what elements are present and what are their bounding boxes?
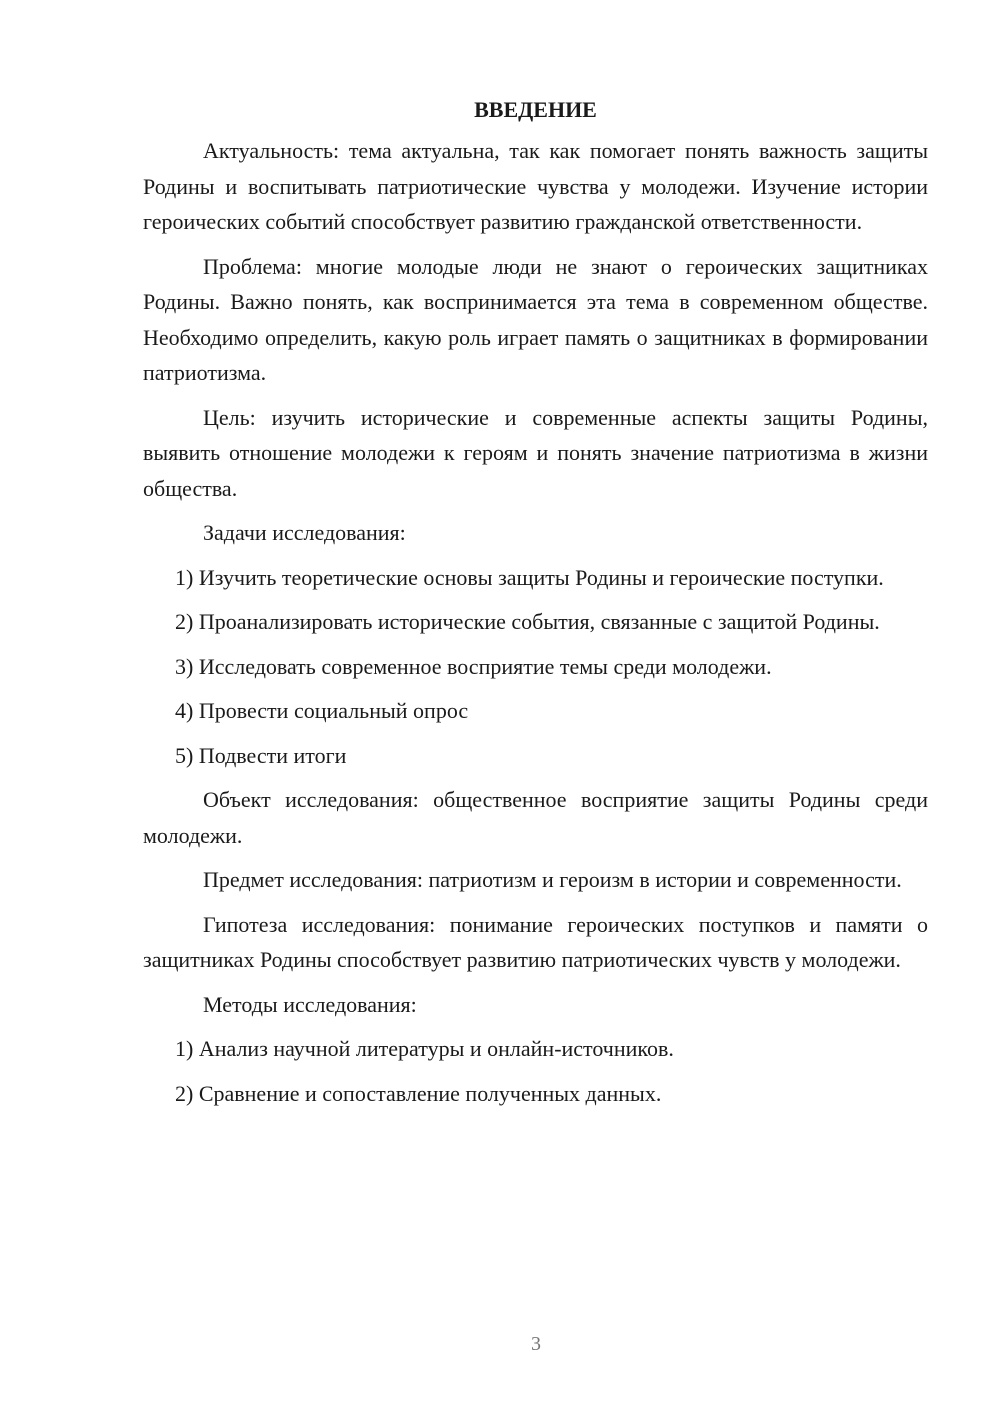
task-item: 4) Провести социальный опрос (175, 698, 469, 723)
method-item: 1) Анализ научной литературы и онлайн-источников. (175, 1036, 674, 1061)
task-item: 5) Подвести итоги (175, 742, 347, 768)
task-item: 1) Изучить теоретические основы защиты Родины и героические поступки. (175, 564, 884, 590)
subject-paragraph: Предмет исследования: патриотизм и героизм в истории и современности. (203, 867, 902, 892)
methods-heading: Методы исследования: (203, 991, 417, 1017)
task-item: 3) Исследовать современное восприятие темы среди молодежи. (175, 653, 772, 679)
task-item: 2) Проанализировать исторические события, связанные с защитой Родины. (175, 609, 880, 634)
tasks-heading: Задачи исследования: (203, 520, 406, 545)
page-number: 3 (531, 1333, 541, 1355)
section-title: ВВЕДЕНИЕ (474, 97, 597, 122)
hypothesis-paragraph: Гипотеза исследования: понимание героических поступков и памяти о защитниках Родины способствует развитию патриотических чувств у молодежи. (143, 911, 928, 972)
object-paragraph: Объект исследования: общественное восприятие защиты Родины среди молодежи. (143, 787, 928, 848)
problem-paragraph: Проблема: многие молодые люди не знают о героических защитниках Родины. Важно понять, как воспринимается эта тема в современном обществе. Необходимо определить, какую роль играет память о защитниках в формировании патриотизма. (143, 253, 928, 385)
relevance-paragraph: Актуальность: тема актуальна, так как помогает понять важность защиты Родины и воспитывать патриотические чувства у молодежи. Изучение истории героических событий способствует развитию гражданской ответственности. (143, 138, 928, 234)
method-item: 2) Сравнение и сопоставление полученных данных. (175, 1080, 662, 1106)
document-page (143, 92, 928, 1120)
goal-paragraph: Цель: изучить исторические и современные аспекты защиты Родины, выявить отношение молодежи к героям и понять значение патриотизма в жизни общества. (143, 404, 928, 501)
